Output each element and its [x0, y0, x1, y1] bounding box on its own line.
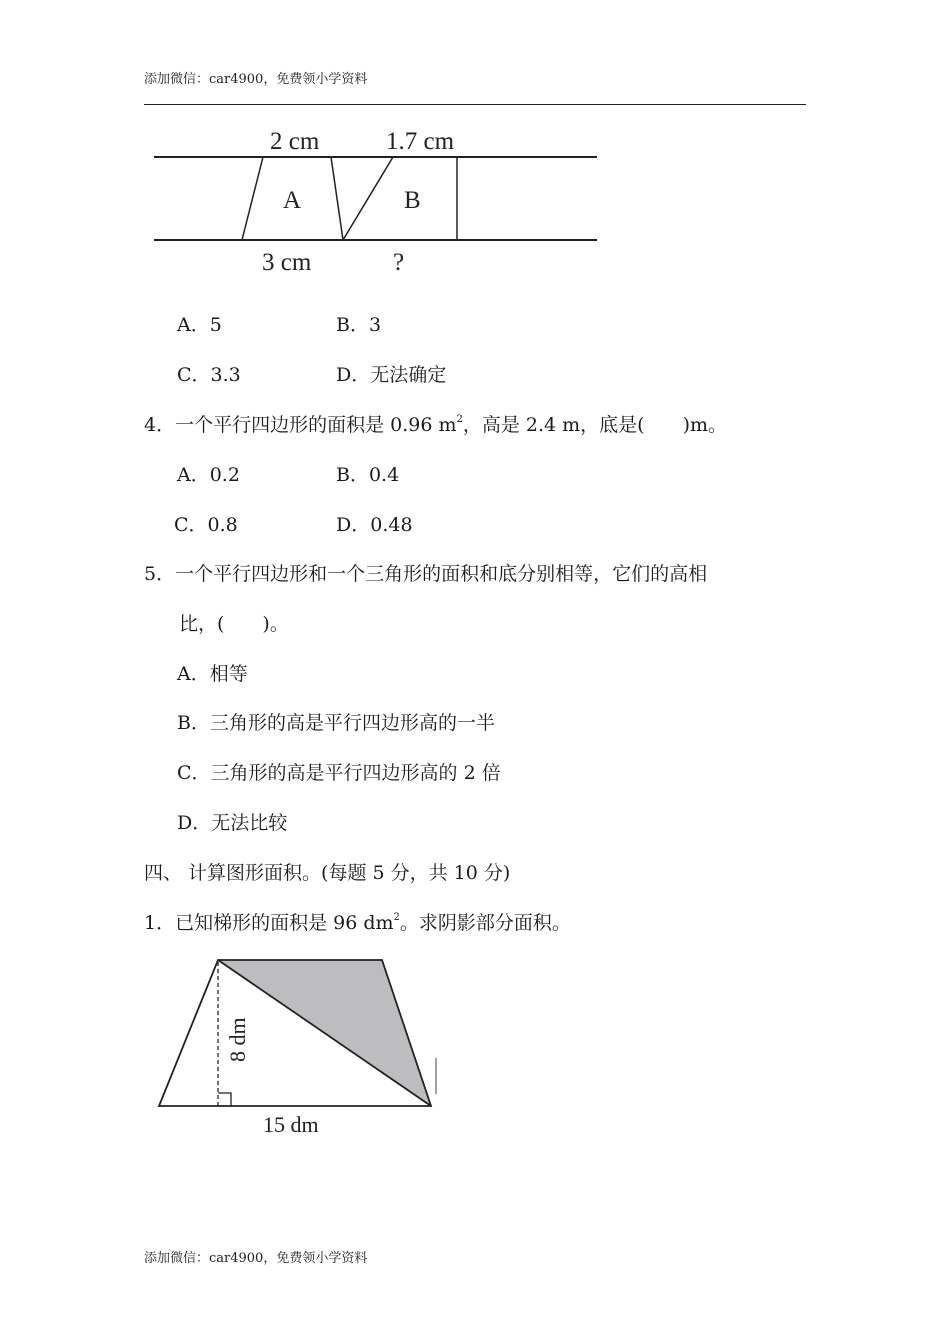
q4-text-1: 4．一个平行四边形的面积是 0.96 m [144, 414, 457, 436]
q4-option-b: B．0.4 [336, 464, 400, 486]
page-footer: 添加微信：car4900，免费领小学资料 [144, 1251, 368, 1266]
header-rule [144, 104, 806, 105]
q4-option-c: C．0.8 [174, 514, 238, 536]
label-1-7cm: 1.7 cm [386, 128, 455, 155]
shape-b-label: B [404, 187, 421, 214]
q5-option-d: D．无法比较 [177, 812, 288, 834]
shape-a-right-edge [331, 157, 343, 240]
base-label: 15 dm [263, 1112, 319, 1137]
q5-option-a: A．相等 [177, 663, 248, 685]
q5-option-c: C．三角形的高是平行四边形高的 2 倍 [177, 762, 501, 784]
right-angle-mark [218, 1093, 231, 1106]
height-label: 8 dm [225, 1017, 250, 1062]
q4-option-d: D．0.48 [336, 514, 413, 536]
q3-option-b: B．3 [336, 314, 382, 336]
s4q1-text-2: 。求阴影部分面积。 [399, 912, 571, 934]
shape-b-left-edge [343, 157, 393, 240]
parallel-lines-figure [150, 120, 610, 285]
label-unknown: ? [393, 249, 405, 276]
question-4 [144, 413, 727, 437]
q4-text-2: ，高是 2.4 m，底是( )m。 [462, 414, 728, 436]
question-5-line2: 比，( )。 [179, 613, 289, 635]
section-4-title: 四、 计算图形面积。(每题 5 分，共 10 分) [144, 862, 511, 884]
q3-option-d: D．无法确定 [336, 364, 447, 386]
s4q1-text-1: 1．已知梯形的面积是 96 dm [144, 912, 394, 934]
question-5-line1: 5．一个平行四边形和一个三角形的面积和底分别相等，它们的高相 [144, 563, 708, 585]
q3-option-c: C．3.3 [177, 364, 241, 386]
trapezoid-figure [150, 950, 450, 1145]
q4-superscript: 2 [456, 414, 463, 425]
section-4-question-1 [144, 911, 571, 935]
page-header: 添加微信：car4900，免费领小学资料 [144, 72, 368, 87]
s4q1-superscript: 2 [393, 912, 400, 923]
label-2cm: 2 cm [270, 128, 320, 155]
q3-option-a: A．5 [177, 314, 222, 336]
shape-a-left-edge [242, 157, 263, 240]
shape-a-label: A [283, 187, 302, 214]
q5-option-b: B．三角形的高是平行四边形高的一半 [177, 712, 495, 734]
label-3cm: 3 cm [262, 249, 312, 276]
q4-option-a: A．0.2 [177, 464, 240, 486]
